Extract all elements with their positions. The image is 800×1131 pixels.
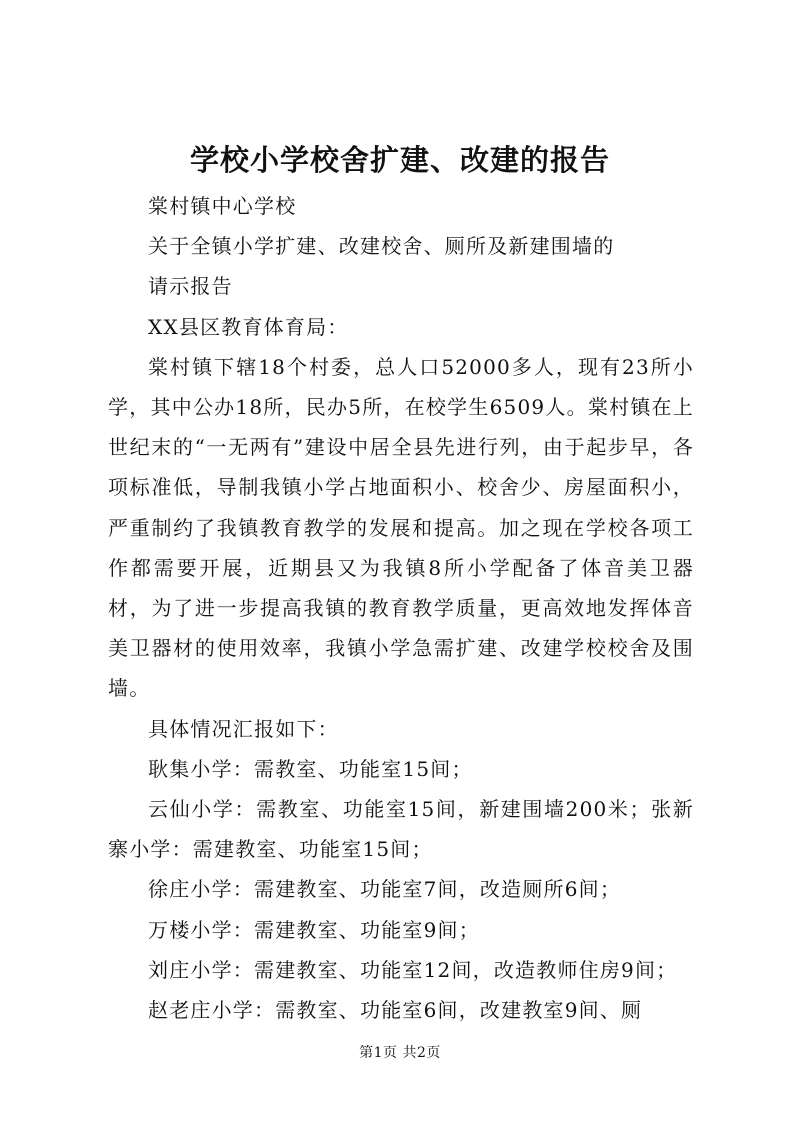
paragraph-school-item: 赵老庄小学：需教室、功能室6间，改建教室9间、厕 [148,998,643,1023]
paragraph-background: 棠村镇下辖18个村委，总人口52000多人，现有23所小学，其中公办18所，民办5所，在校学生6509人。棠村镇在上世纪末的“一无两有”建设中居全县先进行列，由于起步早，各项标准低，导制我镇小学占地面积小、校舍少、房屋面积小，严重制约了我镇教育教学的发展和提高。加之现在学校各项工作都需要开展，近期县又为我镇8所小学配备了体音美卫器材，为了进一步提高我镇的教育教学质量，更高效地发挥体音美卫器材的使用效率，我镇小学急需扩建、改建学校校舍及围墙。 [108,354,694,701]
paragraph-school-item: 刘庄小学：需建教室、功能室12间，改造教师住房9间； [148,957,678,982]
page-number-footer: 第1页 共2页 [359,1045,441,1061]
paragraph-subject-line-1: 关于全镇小学扩建、改建校舍、厕所及新建围墙的 [148,234,615,259]
paragraph-subject-line-2: 请示报告 [148,274,233,299]
paragraph-school-item: 徐庄小学：需建教室、功能室7间，改造厕所6间； [148,877,622,902]
paragraph-school-item: 耿集小学：需教室、功能室15间； [148,756,473,781]
paragraph-addressee: XX县区教育体育局： [148,314,349,339]
document-body [108,186,694,1030]
paragraph-school-item: 云仙小学：需教室、功能室15间，新建围墙200米；张新寨小学：需建教室、功能室15间； [108,797,694,862]
paragraph-school-name: 棠村镇中心学校 [148,194,297,218]
paragraph-details-intro: 具体情况汇报如下： [148,716,339,741]
document-title: 学校小学校舍扩建、改建的报告 [189,143,610,177]
paragraph-school-item: 万楼小学：需建教室、功能室9间； [148,917,480,942]
